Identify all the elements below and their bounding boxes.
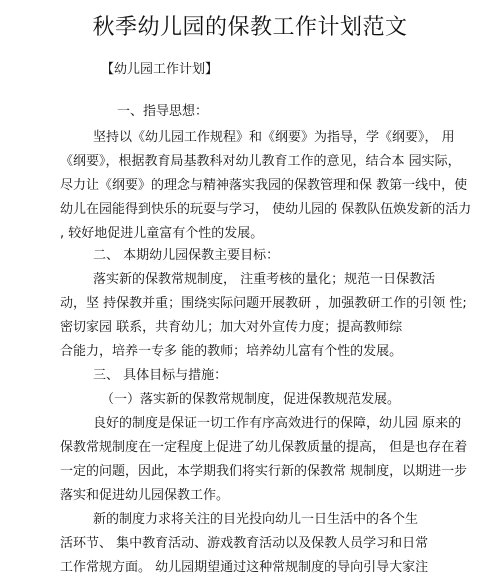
paragraph-line: 《纲要》，根据教育局基教科对幼儿教育工作的意见，结合本 园实际， [60,154,461,169]
paragraph-line: 动，坚 持保教并重；围绕实际问题开展教研 ，加强教研工作的引领 性; [60,296,467,311]
section-label: 【幼儿园工作计划】 [101,62,219,77]
document-title: 秋季幼儿园的保教工作计划范文 [92,15,408,40]
heading-guiding-thought: 一、指导思想： [117,104,209,119]
paragraph-line: 良好的制度是保证一切工作有序高效进行的保障，幼儿园 原来的 [93,416,462,431]
heading-main-goals: 二、 本期幼儿园保教主要目标： [93,248,280,263]
paragraph-line: 落实和促进幼儿园保教工作。 [60,488,230,503]
paragraph-line: 落实新的保教常规制度， 注重考核的量化；规范一日保教活 [93,272,436,287]
paragraph-line: 活环节、 集中教育活动、游戏教育活动以及保教人员学习和日常 [60,536,429,551]
paragraph-line: 工作常规方面。 幼儿园期望通过这种常规制度的导向引导大家注 [60,560,429,575]
paragraph-line: 幼儿在园能得到快乐的玩耍与学习， 使幼儿园的 保教队伍焕发新的活力 [60,202,472,217]
paragraph-line: 坚持以《幼儿园工作规程》和《纲要》为指导，学《纲要》， 用 [93,130,455,145]
heading-measures: 三、 具体目标与措施： [93,368,228,383]
paragraph-line: 合能力，培养一专多 能的教师；培养幼儿富有个性的发展。 [60,344,403,359]
paragraph-line: 密切家园 联系，共育幼儿；加大对外宣传力度；提高教师综 [60,320,403,335]
subheading-measure-1: （一）落实新的保教常规制度，促进保教规范发展。 [101,392,401,407]
paragraph-line: 新的制度力求将关注的目光投向幼儿一日生活中的各个生 [93,512,419,527]
paragraph-line: , 较好地促进儿童富有个性的发展。 [60,226,264,241]
paragraph-line: 尽力让《纲要》的理念与精神落实我园的保教管理和保 教第一线中，使 [60,178,468,193]
paragraph-line: 一定的问题，因此，本学期我们将实行新的保教常 规制度，以期进一步 [60,464,468,479]
paragraph-line: 保教常规制度在一定程度上促进了幼儿保教质量的提高， 但是也存在着 [60,440,468,455]
